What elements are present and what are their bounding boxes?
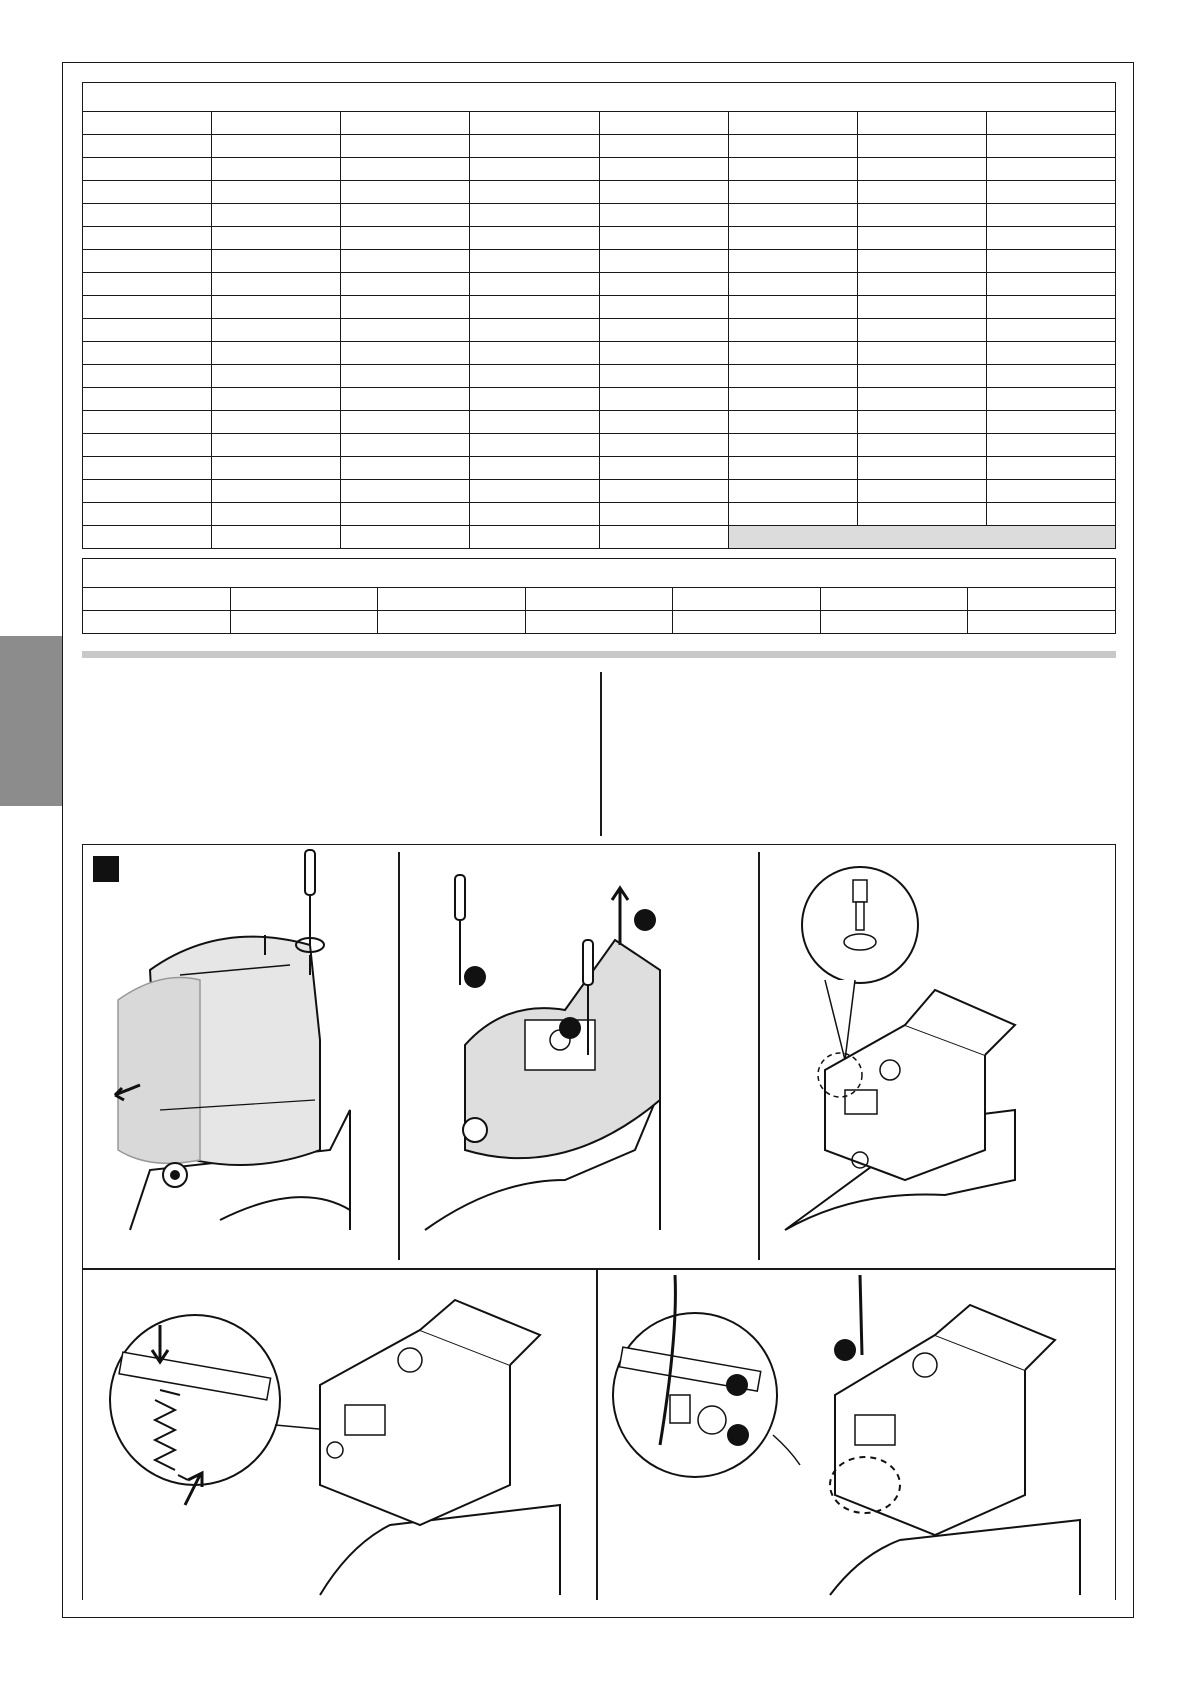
spec-table-row xyxy=(83,296,1116,319)
panel-1-illustration xyxy=(100,850,390,1250)
spec-table-cell xyxy=(83,503,212,526)
spec-table-cell xyxy=(728,158,857,181)
spec-table-cell xyxy=(83,319,212,342)
spec-table-cell xyxy=(599,158,728,181)
spec-table-cell xyxy=(470,296,599,319)
spec-table-row xyxy=(83,112,1116,135)
secondary-table-cell xyxy=(230,588,378,611)
spec-table-cell xyxy=(341,319,470,342)
figure-divider-2 xyxy=(758,852,760,1260)
spec-table-cell xyxy=(212,296,341,319)
panel-5-illustration xyxy=(600,1275,1110,1600)
spec-table-cell xyxy=(986,227,1115,250)
spec-table-cell xyxy=(470,365,599,388)
spec-table-cell xyxy=(212,319,341,342)
spec-table-cell xyxy=(341,250,470,273)
secondary-table-cell xyxy=(378,611,526,634)
spec-table-cell xyxy=(857,112,986,135)
secondary-table-cell xyxy=(820,588,968,611)
spec-table-cell xyxy=(212,342,341,365)
spec-table-cell xyxy=(212,135,341,158)
spec-table-cell xyxy=(728,434,857,457)
spec-table-cell xyxy=(470,503,599,526)
spec-table-row xyxy=(83,158,1116,181)
specification-table xyxy=(82,82,1116,549)
spec-table-cell xyxy=(341,480,470,503)
secondary-table-row xyxy=(83,611,1116,634)
spec-table-cell xyxy=(83,250,212,273)
spec-table-row xyxy=(83,480,1116,503)
spec-table-cell xyxy=(470,181,599,204)
spec-table-cell xyxy=(83,411,212,434)
spec-table-cell xyxy=(341,526,470,549)
spec-table-cell xyxy=(599,112,728,135)
spec-table-cell xyxy=(341,158,470,181)
spec-table-cell xyxy=(728,365,857,388)
spec-table-cell xyxy=(470,319,599,342)
figure-divider-1 xyxy=(398,852,400,1260)
spec-table-cell xyxy=(341,296,470,319)
spec-table-cell xyxy=(599,526,728,549)
spec-table-cell xyxy=(599,365,728,388)
spec-table-cell xyxy=(599,250,728,273)
spec-table-row xyxy=(83,503,1116,526)
spec-table-cell xyxy=(857,342,986,365)
secondary-table-cell xyxy=(820,611,968,634)
spec-table-cell xyxy=(599,181,728,204)
column-divider xyxy=(600,672,602,836)
spec-table-row xyxy=(83,388,1116,411)
spec-table-cell xyxy=(212,250,341,273)
spec-table-cell xyxy=(470,526,599,549)
spec-table-cell xyxy=(212,503,341,526)
spec-table-cell xyxy=(599,457,728,480)
spec-table-cell xyxy=(986,250,1115,273)
spec-table-shaded-cell xyxy=(728,526,1115,549)
secondary-table-cell xyxy=(230,611,378,634)
figure-row-divider xyxy=(82,1268,1116,1270)
spec-table-row xyxy=(83,273,1116,296)
spec-table-row xyxy=(83,526,1116,549)
spec-table-cell xyxy=(857,411,986,434)
spec-table-cell xyxy=(470,411,599,434)
side-tab xyxy=(0,636,62,806)
spec-table-cell xyxy=(728,250,857,273)
spec-table-cell xyxy=(470,342,599,365)
spec-table-cell xyxy=(470,250,599,273)
secondary-table-cell xyxy=(525,588,673,611)
spec-table-cell xyxy=(857,296,986,319)
spec-table-cell xyxy=(986,480,1115,503)
spec-table-cell xyxy=(470,273,599,296)
spec-table-cell xyxy=(986,342,1115,365)
spec-table-cell xyxy=(470,227,599,250)
spec-table-cell xyxy=(599,296,728,319)
spec-table-cell xyxy=(986,411,1115,434)
spec-table-cell xyxy=(341,411,470,434)
spec-table-cell xyxy=(83,204,212,227)
spec-table-cell xyxy=(341,503,470,526)
spec-table-cell xyxy=(728,480,857,503)
spec-table-cell xyxy=(212,388,341,411)
spec-table-cell xyxy=(728,411,857,434)
spec-table-cell xyxy=(212,526,341,549)
spec-table-cell xyxy=(728,273,857,296)
spec-table-cell xyxy=(728,135,857,158)
spec-table-cell xyxy=(986,434,1115,457)
secondary-table-cell xyxy=(673,611,821,634)
spec-table-cell xyxy=(857,273,986,296)
spec-table-row xyxy=(83,365,1116,388)
spec-table-row xyxy=(83,411,1116,434)
secondary-table-cell xyxy=(968,588,1116,611)
spec-table-cell xyxy=(83,526,212,549)
secondary-table-cell xyxy=(968,611,1116,634)
spec-table-cell xyxy=(212,158,341,181)
spec-table-cell xyxy=(986,457,1115,480)
spec-table-cell xyxy=(470,112,599,135)
spec-table-cell xyxy=(728,181,857,204)
spec-table-cell xyxy=(212,457,341,480)
spec-table-row xyxy=(83,342,1116,365)
spec-table-cell xyxy=(212,273,341,296)
spec-table-cell xyxy=(986,319,1115,342)
spec-table-cell xyxy=(83,273,212,296)
spec-table-cell xyxy=(728,227,857,250)
spec-table-cell xyxy=(599,388,728,411)
spec-table-cell xyxy=(857,480,986,503)
section-rule xyxy=(82,651,1116,658)
spec-table-cell xyxy=(470,457,599,480)
spec-table-cell xyxy=(599,411,728,434)
spec-table-cell xyxy=(83,342,212,365)
spec-table-cell xyxy=(857,181,986,204)
spec-table-cell xyxy=(212,227,341,250)
spec-table-cell xyxy=(470,158,599,181)
spec-table-cell xyxy=(986,204,1115,227)
spec-table-cell xyxy=(83,434,212,457)
spec-table-cell xyxy=(341,457,470,480)
secondary-table-row xyxy=(83,588,1116,611)
spec-table-cell xyxy=(470,204,599,227)
spec-table-row xyxy=(83,319,1116,342)
spec-table-cell xyxy=(83,181,212,204)
spec-table-cell xyxy=(728,388,857,411)
panel-4-illustration xyxy=(90,1275,590,1600)
secondary-table-title xyxy=(83,559,1116,588)
spec-table-cell xyxy=(212,480,341,503)
spec-table-cell xyxy=(857,457,986,480)
spec-table-cell xyxy=(212,112,341,135)
spec-table-cell xyxy=(599,227,728,250)
spec-table-cell xyxy=(857,365,986,388)
spec-table-row xyxy=(83,135,1116,158)
spec-table-row xyxy=(83,204,1116,227)
spec-table-cell xyxy=(986,503,1115,526)
spec-table-cell xyxy=(986,158,1115,181)
secondary-table-cell xyxy=(525,611,673,634)
figure-divider-3 xyxy=(596,1270,598,1600)
spec-table-row xyxy=(83,457,1116,480)
spec-table-cell xyxy=(857,388,986,411)
spec-table-cell xyxy=(857,434,986,457)
spec-table-cell xyxy=(728,296,857,319)
spec-table-cell xyxy=(986,388,1115,411)
spec-table-cell xyxy=(857,250,986,273)
spec-table-cell xyxy=(341,365,470,388)
spec-table-cell xyxy=(599,273,728,296)
spec-table-cell xyxy=(212,411,341,434)
spec-table-cell xyxy=(83,388,212,411)
spec-table-cell xyxy=(986,181,1115,204)
spec-table-cell xyxy=(599,135,728,158)
spec-table-cell xyxy=(341,135,470,158)
secondary-table xyxy=(82,558,1116,634)
secondary-table-cell xyxy=(83,588,231,611)
spec-table-cell xyxy=(83,365,212,388)
spec-table-cell xyxy=(341,204,470,227)
spec-table-cell xyxy=(83,480,212,503)
spec-table-cell xyxy=(83,112,212,135)
spec-table-row xyxy=(83,181,1116,204)
spec-table-cell xyxy=(728,112,857,135)
spec-table-cell xyxy=(470,480,599,503)
spec-table-cell xyxy=(470,135,599,158)
spec-table-title xyxy=(83,83,1116,112)
spec-table-cell xyxy=(341,273,470,296)
spec-table-cell xyxy=(728,503,857,526)
spec-table-cell xyxy=(986,112,1115,135)
spec-table-cell xyxy=(599,319,728,342)
spec-table-cell xyxy=(857,503,986,526)
spec-table-row xyxy=(83,434,1116,457)
spec-table-cell xyxy=(470,434,599,457)
spec-table-cell xyxy=(83,227,212,250)
spec-table-cell xyxy=(341,112,470,135)
spec-table-cell xyxy=(341,227,470,250)
spec-table-row xyxy=(83,227,1116,250)
spec-table-cell xyxy=(83,158,212,181)
spec-table-row xyxy=(83,250,1116,273)
secondary-table-cell xyxy=(673,588,821,611)
spec-table-cell xyxy=(857,227,986,250)
spec-table-cell xyxy=(83,135,212,158)
spec-table-cell xyxy=(599,204,728,227)
spec-table-cell xyxy=(986,135,1115,158)
secondary-table-cell xyxy=(378,588,526,611)
spec-table-cell xyxy=(599,503,728,526)
spec-table-cell xyxy=(83,457,212,480)
spec-table-cell xyxy=(986,273,1115,296)
spec-table-cell xyxy=(83,296,212,319)
spec-table-cell xyxy=(341,388,470,411)
secondary-table-cell xyxy=(83,611,231,634)
spec-table-cell xyxy=(212,434,341,457)
spec-table-cell xyxy=(728,204,857,227)
spec-table-cell xyxy=(341,181,470,204)
panel-2-illustration xyxy=(405,850,750,1250)
spec-table-cell xyxy=(212,181,341,204)
spec-table-cell xyxy=(599,480,728,503)
spec-table-cell xyxy=(986,296,1115,319)
spec-table-cell xyxy=(599,342,728,365)
panel-3-illustration xyxy=(765,850,1110,1260)
spec-table-cell xyxy=(341,342,470,365)
spec-table-cell xyxy=(728,342,857,365)
spec-table-cell xyxy=(728,457,857,480)
spec-table-cell xyxy=(212,365,341,388)
spec-table-cell xyxy=(341,434,470,457)
spec-table-cell xyxy=(212,204,341,227)
spec-table-cell xyxy=(986,365,1115,388)
spec-table-cell xyxy=(857,158,986,181)
spec-table-cell xyxy=(470,388,599,411)
spec-table-cell xyxy=(857,319,986,342)
spec-table-cell xyxy=(857,135,986,158)
spec-table-cell xyxy=(599,434,728,457)
spec-table-cell xyxy=(857,204,986,227)
spec-table-cell xyxy=(728,319,857,342)
